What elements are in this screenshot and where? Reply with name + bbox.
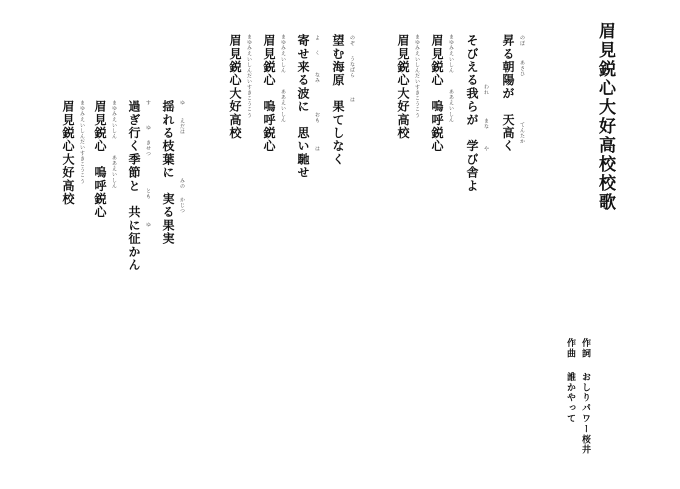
ruby-text: まゆみえいしん bbox=[280, 34, 286, 74]
ruby-text: ああえいしん bbox=[280, 89, 286, 123]
song-title: 眉見鋭心大好高校校歌 bbox=[595, 22, 615, 212]
ruby-text: なみ bbox=[314, 72, 320, 84]
ruby-text: かじつ bbox=[179, 197, 185, 214]
ruby-text: まゆみえいしん bbox=[111, 100, 117, 140]
verse-3-line-4: 眉見鋭心大好高校 bbox=[61, 100, 75, 206]
ruby-text: や bbox=[483, 146, 489, 152]
ruby-text: とも bbox=[145, 188, 151, 200]
ruby-text: ゆ bbox=[145, 222, 151, 228]
composer-name: 誰かやって bbox=[565, 372, 575, 424]
lyrics-label: 作詞 bbox=[580, 338, 590, 359]
ruby-text: まゆみえいしんだいすきこうこう bbox=[414, 34, 420, 118]
ruby-text: まゆみえいしんだいすきこうこう bbox=[79, 100, 85, 184]
ruby-text: ああえいしん bbox=[111, 155, 117, 189]
ruby-text: あさひ bbox=[519, 60, 525, 77]
verse-3-line-1: 揺れる枝葉に 実る果実 bbox=[161, 100, 175, 246]
verse-1-line-3: 眉見鋭心 嗚呼鋭心 bbox=[430, 34, 444, 153]
verse-1-line-1: 昇る朝陽が 天高く bbox=[501, 34, 515, 153]
ruby-text: まな bbox=[483, 118, 489, 130]
verse-2-line-4: 眉見鋭心大好高校 bbox=[228, 34, 242, 140]
lyricist-name: おしりパワー桜井 bbox=[580, 372, 590, 456]
verse-3-line-2: 過ぎ行く季節と 共に征かん bbox=[127, 100, 141, 272]
ruby-text: まゆみえいしんだいすきこうこう bbox=[246, 34, 252, 118]
ruby-text: のぼ bbox=[519, 35, 525, 47]
ruby-text: よ bbox=[314, 35, 320, 41]
ruby-text: ゆ bbox=[145, 125, 151, 131]
ruby-text: うなばら bbox=[349, 56, 355, 79]
ruby-text: われ bbox=[483, 84, 489, 96]
ruby-text: のぞ bbox=[349, 35, 355, 47]
ruby-text: ゆ bbox=[179, 100, 185, 106]
ruby-text: く bbox=[314, 50, 320, 56]
verse-2-line-3: 眉見鋭心 嗚呼鋭心 bbox=[262, 34, 276, 153]
verse-2-line-1: 望む海原 果てしなく bbox=[331, 34, 345, 166]
ruby-text: ああえいしん bbox=[448, 89, 454, 123]
ruby-text: えだは bbox=[179, 118, 185, 135]
verse-3-line-3: 眉見鋭心 嗚呼鋭心 bbox=[93, 100, 107, 219]
verse-1-line-4: 眉見鋭心大好高校 bbox=[396, 34, 410, 140]
ruby-text: は bbox=[314, 146, 320, 152]
ruby-text: おも bbox=[314, 112, 320, 124]
music-label: 作曲 bbox=[565, 338, 575, 359]
ruby-text: てんたか bbox=[519, 122, 525, 145]
verse-1-line-2: そびえる我らが 学び舎よ bbox=[465, 34, 479, 193]
ruby-text: は bbox=[349, 97, 355, 103]
verse-2-line-2: 寄せ来る波に 思い馳せ bbox=[296, 34, 310, 180]
ruby-text: みの bbox=[179, 178, 185, 190]
ruby-text: まゆみえいしん bbox=[448, 34, 454, 74]
ruby-text: きせつ bbox=[145, 140, 151, 157]
ruby-text: す bbox=[145, 100, 151, 106]
